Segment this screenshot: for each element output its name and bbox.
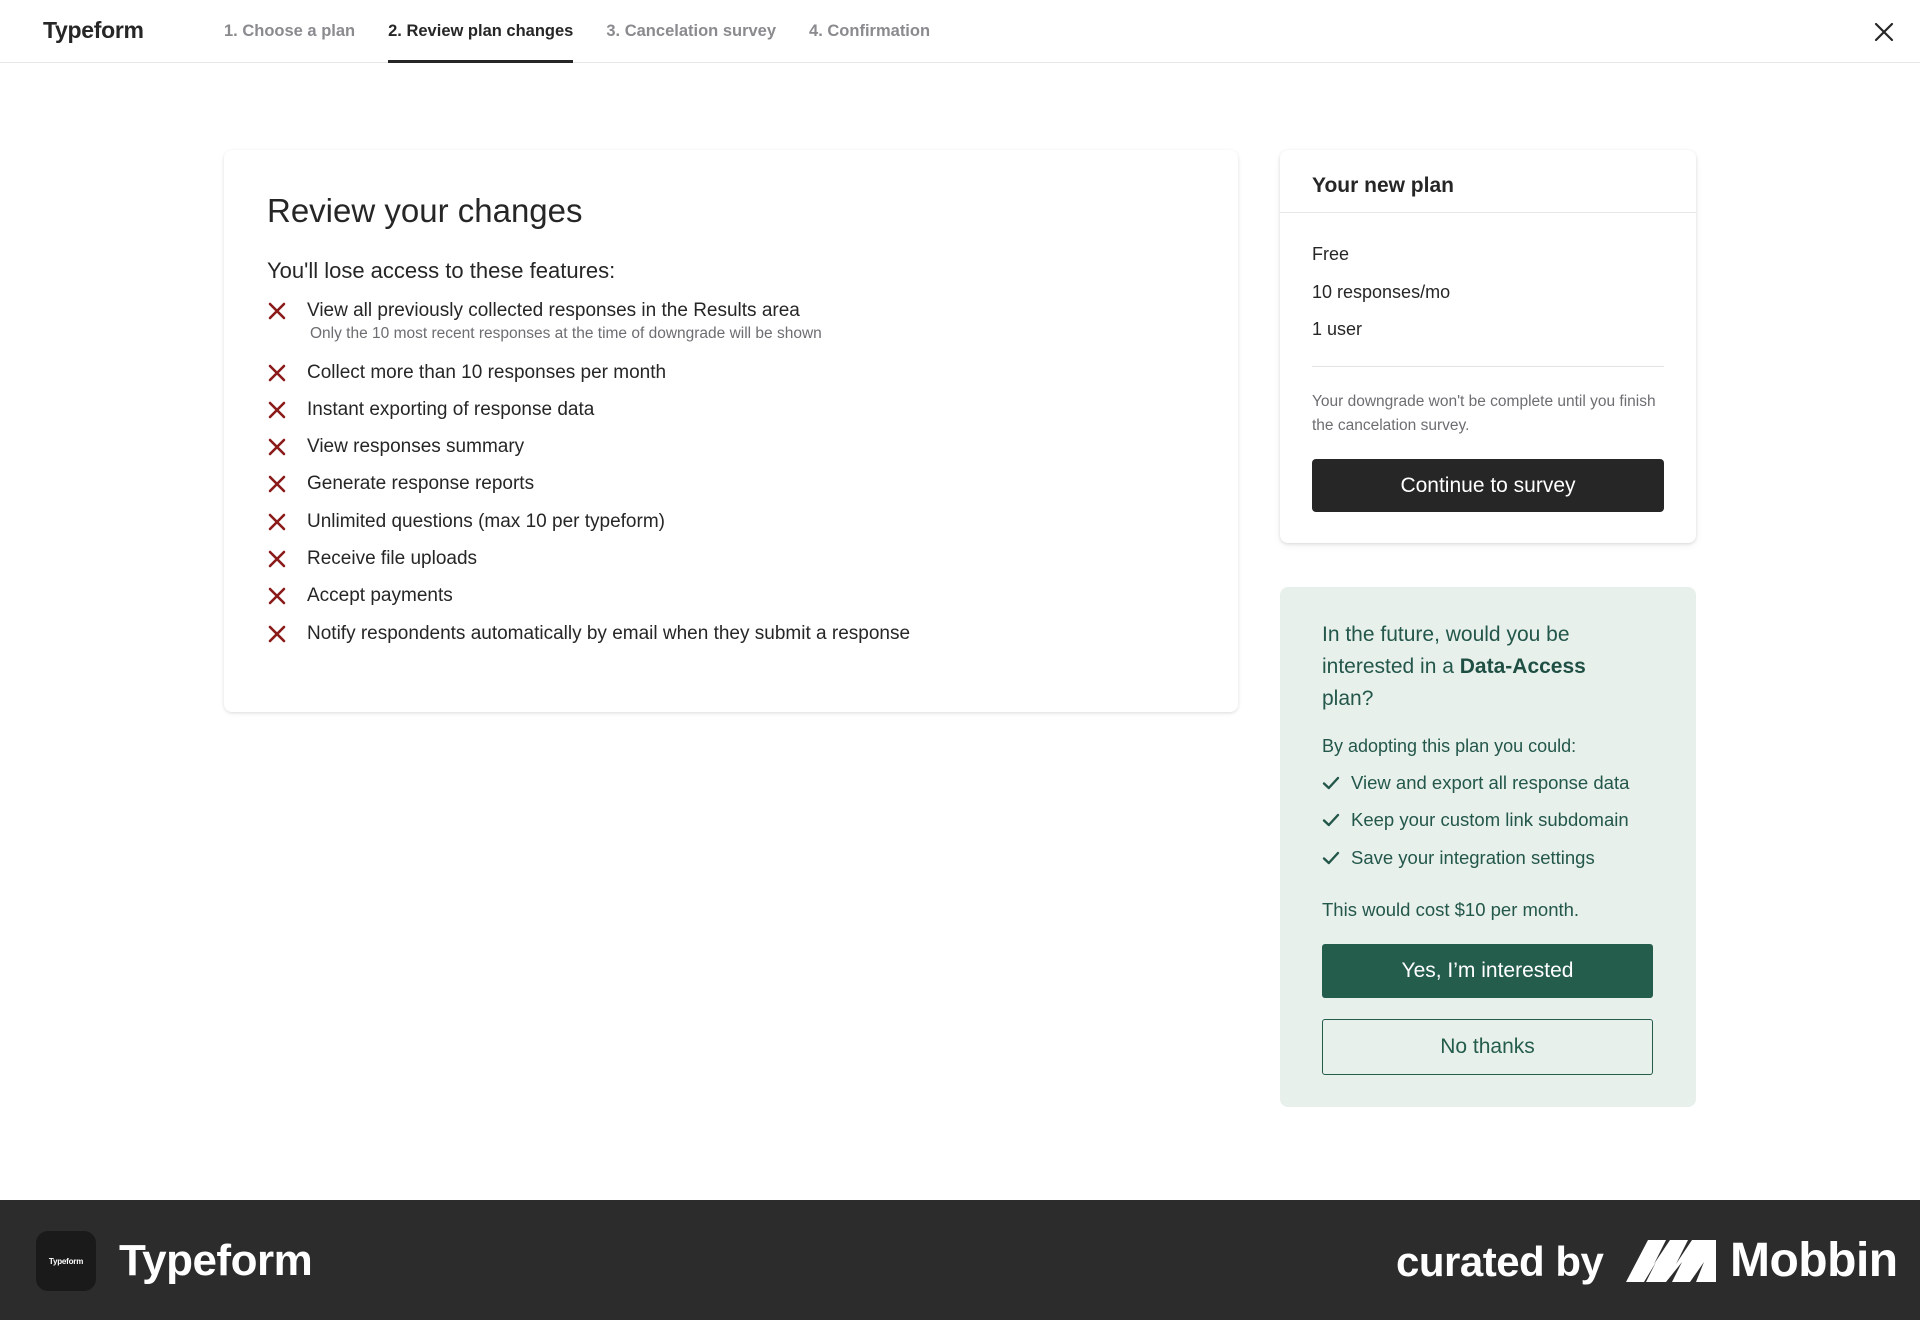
- downgrade-note: Your downgrade won't be complete until you finish the cancelation survey.: [1312, 393, 1656, 434]
- list-item: [1322, 771, 1629, 808]
- x-icon: [268, 438, 286, 456]
- list-item: [267, 583, 1207, 620]
- feature-label: Receive file uploads: [307, 547, 478, 569]
- tab-review-plan-changes[interactable]: 2. Review plan changes: [388, 0, 573, 63]
- x-icon: [268, 513, 286, 531]
- plan-users: 1 user: [1312, 319, 1363, 339]
- new-plan-title: Your new plan: [1312, 174, 1454, 197]
- footer: [0, 1200, 1920, 1320]
- data-access-upsell-card: [1280, 587, 1696, 1107]
- divider: [1280, 212, 1696, 213]
- feature-label: Collect more than 10 responses per month: [307, 361, 667, 383]
- brand-logo[interactable]: Typeform: [43, 17, 144, 43]
- list-item: [267, 546, 1207, 583]
- list-item: [267, 509, 1207, 546]
- plan-responses: 10 responses/mo: [1312, 281, 1451, 302]
- step-tabs: [224, 0, 963, 63]
- list-item: [1322, 808, 1629, 845]
- x-icon: [268, 401, 286, 419]
- x-icon: [268, 625, 286, 643]
- plan-details: [1312, 236, 1450, 349]
- list-item: [267, 397, 1207, 434]
- benefit-label: View and export all response data: [1351, 772, 1630, 793]
- check-icon: [1322, 849, 1340, 867]
- continue-to-survey-button[interactable]: Continue to survey: [1312, 459, 1664, 512]
- list-item: [267, 434, 1207, 471]
- lost-features-list: [267, 298, 1207, 658]
- plan-name-highlight: Data-Access: [1459, 655, 1586, 678]
- feature-label: Notify respondents automatically by email when they submit a response: [307, 622, 911, 644]
- close-icon[interactable]: [1870, 18, 1898, 46]
- list-item: [1322, 846, 1629, 883]
- benefit-label: Save your integration settings: [1351, 846, 1595, 868]
- review-card: [224, 150, 1238, 712]
- feature-label: View all previously collected responses in the Results area: [307, 300, 800, 321]
- feature-note: Only the 10 most recent responses at the time of downgrade will be shown: [310, 325, 822, 342]
- app-icon: Typeform: [36, 1231, 96, 1291]
- upsell-question: In the future, would you be interested in a Data-Access plan?: [1322, 623, 1586, 710]
- check-icon: [1322, 811, 1340, 829]
- page-title: Review your changes: [267, 192, 583, 229]
- new-plan-card: [1280, 150, 1696, 543]
- feature-label: Unlimited questions (max 10 per typeform): [307, 510, 665, 532]
- yes-interested-button[interactable]: Yes, I’m interested: [1322, 944, 1653, 998]
- mobbin-logo-icon: [1626, 1240, 1716, 1282]
- list-item: [267, 360, 1207, 397]
- feature-label: Instant exporting of response data: [307, 398, 595, 420]
- curated-by-label: curated by: [1396, 1238, 1604, 1285]
- mobbin-wordmark: Mobbin: [1730, 1234, 1898, 1287]
- feature-label: Generate response reports: [307, 473, 535, 495]
- tab-confirmation[interactable]: 4. Confirmation: [809, 22, 931, 40]
- x-icon: [268, 364, 286, 382]
- upsell-cost: This would cost $10 per month.: [1322, 899, 1580, 920]
- list-item: [267, 298, 1207, 360]
- benefit-list: [1322, 771, 1629, 883]
- x-icon: [268, 302, 286, 320]
- list-item: [267, 471, 1207, 508]
- list-item: [267, 621, 1207, 658]
- tab-choose-plan[interactable]: 1. Choose a plan: [224, 22, 356, 40]
- upsell-intro: By adopting this plan you could:: [1322, 736, 1577, 756]
- divider: [1312, 366, 1664, 367]
- no-thanks-button[interactable]: No thanks: [1322, 1019, 1653, 1075]
- feature-label: View responses summary: [307, 436, 525, 458]
- tab-cancelation-survey[interactable]: 3. Cancelation survey: [606, 22, 777, 40]
- plan-name: Free: [1312, 244, 1350, 264]
- x-icon: [268, 550, 286, 568]
- footer-app-name: Typeform: [119, 1236, 313, 1285]
- lose-features-heading: You'll lose access to these features:: [267, 258, 616, 283]
- feature-label: Accept payments: [307, 585, 453, 607]
- x-icon: [268, 587, 286, 605]
- x-icon: [268, 475, 286, 493]
- check-icon: [1322, 774, 1340, 792]
- top-bar: [0, 0, 1920, 63]
- benefit-label: Keep your custom link subdomain: [1351, 809, 1629, 831]
